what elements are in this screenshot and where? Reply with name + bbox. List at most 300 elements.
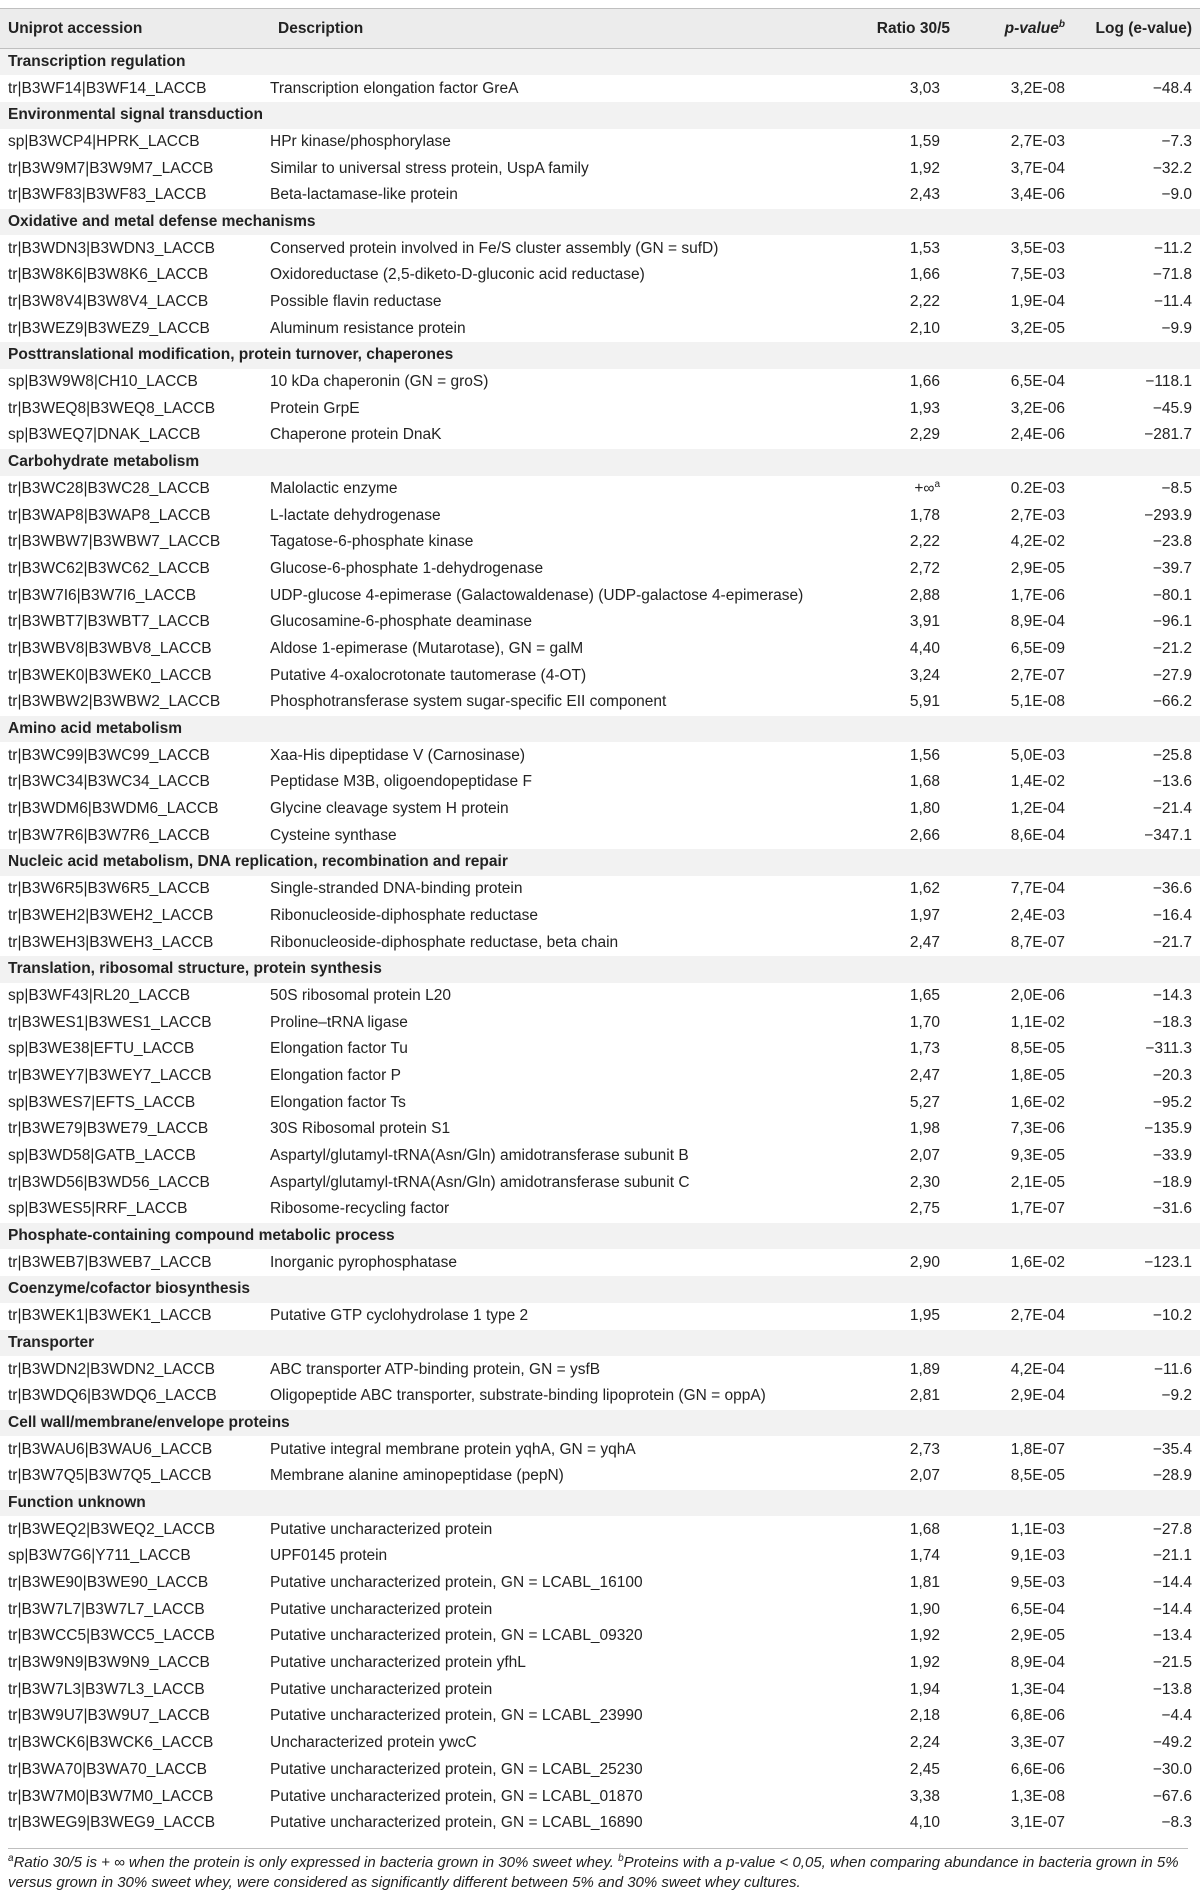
ratio-cell bbox=[840, 689, 958, 716]
ratio-cell bbox=[840, 1676, 958, 1703]
description-cell: Aluminum resistance protein bbox=[270, 319, 466, 337]
log-evalue-cell: −27.9 bbox=[1152, 666, 1192, 684]
pvalue-cell: 8,7E-07 bbox=[1010, 933, 1065, 951]
table-row bbox=[0, 636, 1200, 663]
pvalue-cell: 8,9E-04 bbox=[1010, 613, 1065, 631]
group-title: Environmental signal transduction bbox=[8, 106, 263, 124]
group-title: Carbohydrate metabolism bbox=[8, 453, 200, 471]
accession-cell: tr|B3WC62|B3WC62_LACCB bbox=[8, 559, 210, 577]
table-row bbox=[0, 1596, 1200, 1623]
ratio-cell bbox=[840, 1383, 958, 1410]
table-row bbox=[0, 1436, 1200, 1463]
log-evalue-cell: −4.4 bbox=[1161, 1707, 1192, 1725]
pvalue-cell: 1,3E-08 bbox=[1010, 1787, 1065, 1805]
log-evalue-cell: −293.9 bbox=[1144, 506, 1192, 524]
log-evalue-cell: −18.9 bbox=[1152, 1173, 1192, 1191]
description-cell: Glucose-6-phosphate 1-dehydrogenase bbox=[270, 559, 544, 577]
table-row bbox=[0, 1089, 1200, 1116]
log-evalue-cell: −48.4 bbox=[1152, 79, 1192, 97]
log-evalue-cell: −123.1 bbox=[1144, 1253, 1192, 1271]
log-evalue-cell: −11.6 bbox=[1153, 1360, 1192, 1378]
ratio-value: 1,56 bbox=[909, 746, 940, 764]
group-title: Coenzyme/cofactor biosynthesis bbox=[8, 1280, 251, 1298]
description-cell: Membrane alanine aminopeptidase (pepN) bbox=[270, 1467, 564, 1485]
ratio-cell bbox=[840, 1463, 958, 1490]
accession-cell: tr|B3W8V4|B3W8V4_LACCB bbox=[8, 293, 209, 311]
header-pvalue-sup: b bbox=[1058, 18, 1065, 30]
ratio-cell bbox=[840, 422, 958, 449]
ratio-value: 2,22 bbox=[909, 293, 940, 311]
ratio-value: 1,98 bbox=[909, 1120, 940, 1138]
log-evalue-cell: −27.8 bbox=[1152, 1520, 1192, 1538]
description-cell: Putative uncharacterized protein yfhL bbox=[270, 1654, 526, 1672]
ratio-value: 1,70 bbox=[909, 1013, 940, 1031]
description-cell: Peptidase M3B, oligoendopeptidase F bbox=[270, 773, 532, 791]
table-row bbox=[0, 822, 1200, 849]
ratio-cell bbox=[840, 502, 958, 529]
ratio-cell bbox=[840, 155, 958, 182]
table-row bbox=[0, 876, 1200, 903]
ratio-cell bbox=[840, 929, 958, 956]
ratio-cell bbox=[840, 1089, 958, 1116]
accession-cell: tr|B3W7R6|B3W7R6_LACCB bbox=[8, 826, 210, 844]
ratio-value: 1,94 bbox=[909, 1680, 940, 1698]
log-evalue-cell: −21.7 bbox=[1152, 933, 1192, 951]
pvalue-cell: 1,8E-07 bbox=[1010, 1440, 1065, 1458]
description-cell: Inorganic pyrophosphatase bbox=[270, 1253, 457, 1271]
group-title: Transcription regulation bbox=[8, 53, 186, 71]
group-title: Function unknown bbox=[8, 1493, 146, 1511]
ratio-value: 1,53 bbox=[909, 239, 940, 257]
ratio-value: 2,30 bbox=[909, 1173, 940, 1191]
ratio-value: 2,81 bbox=[909, 1387, 940, 1405]
group-header bbox=[0, 49, 1200, 76]
group-title: Phosphate-containing compound metabolic process bbox=[8, 1227, 395, 1245]
header-log: Log (e-value) bbox=[1073, 9, 1200, 49]
log-evalue-cell: −9.0 bbox=[1161, 186, 1192, 204]
accession-cell: tr|B3WDM6|B3WDM6_LACCB bbox=[8, 800, 219, 818]
table-row bbox=[0, 1650, 1200, 1677]
ratio-cell bbox=[840, 1810, 958, 1837]
group-title: Cell wall/membrane/envelope proteins bbox=[8, 1413, 290, 1431]
ratio-cell bbox=[840, 1009, 958, 1036]
pvalue-cell: 3,7E-04 bbox=[1010, 159, 1065, 177]
accession-cell: tr|B3WEQ8|B3WEQ8_LACCB bbox=[8, 399, 216, 417]
description-cell: Uncharacterized protein ywcC bbox=[270, 1734, 477, 1752]
pvalue-cell: 3,3E-07 bbox=[1010, 1734, 1065, 1752]
ratio-footnote-mark: a bbox=[934, 478, 940, 490]
log-evalue-cell: −16.4 bbox=[1152, 906, 1192, 924]
ratio-value: 2,66 bbox=[909, 826, 940, 844]
pvalue-cell: 3,2E-06 bbox=[1010, 399, 1065, 417]
table-row bbox=[0, 1463, 1200, 1490]
description-cell: Phosphotransferase system sugar-specific EII component bbox=[270, 693, 667, 711]
log-evalue-cell: −281.7 bbox=[1144, 426, 1192, 444]
ratio-value: 1,66 bbox=[909, 266, 940, 284]
description-cell: Possible flavin reductase bbox=[270, 293, 442, 311]
description-cell: Aldose 1-epimerase (Mutarotase), GN = galM bbox=[270, 639, 584, 657]
ratio-value: 1,80 bbox=[909, 800, 940, 818]
ratio-value: 1,62 bbox=[909, 880, 940, 898]
description-cell: HPr kinase/phosphorylase bbox=[270, 132, 451, 150]
description-cell: Oligopeptide ABC transporter, substrate-binding lipoprotein (GN = oppA) bbox=[270, 1387, 766, 1405]
description-cell: Cysteine synthase bbox=[270, 826, 397, 844]
pvalue-cell: 2,9E-05 bbox=[1010, 1627, 1065, 1645]
ratio-cell bbox=[840, 1730, 958, 1757]
ratio-cell bbox=[840, 1116, 958, 1143]
log-evalue-cell: −80.1 bbox=[1152, 586, 1192, 604]
description-cell: Conserved protein involved in Fe/S cluster assembly (GN = sufD) bbox=[270, 239, 719, 257]
group-title: Oxidative and metal defense mechanisms bbox=[8, 212, 316, 230]
table-row bbox=[0, 1623, 1200, 1650]
accession-cell: sp|B3WCP4|HPRK_LACCB bbox=[8, 132, 200, 150]
ratio-value: +∞ bbox=[914, 479, 935, 497]
ratio-value: 1,66 bbox=[909, 373, 940, 391]
accession-cell: sp|B3WF43|RL20_LACCB bbox=[8, 986, 191, 1004]
pvalue-cell: 6,5E-09 bbox=[1010, 639, 1065, 657]
ratio-cell bbox=[840, 1650, 958, 1677]
table-row bbox=[0, 289, 1200, 316]
accession-cell: tr|B3WEH2|B3WEH2_LACCB bbox=[8, 906, 214, 924]
pvalue-cell: 9,3E-05 bbox=[1010, 1147, 1065, 1165]
table-row bbox=[0, 529, 1200, 556]
ratio-cell bbox=[840, 1036, 958, 1063]
accession-cell: tr|B3WEK0|B3WEK0_LACCB bbox=[8, 666, 212, 684]
log-evalue-cell: −28.9 bbox=[1152, 1467, 1192, 1485]
footnote-a-text: Ratio 30/5 is + ∞ when the protein is only expressed in bacteria grown in 30% sweet whey. bbox=[13, 1854, 619, 1871]
accession-cell: tr|B3WEK1|B3WEK1_LACCB bbox=[8, 1307, 212, 1325]
group-header bbox=[0, 102, 1200, 129]
table-row bbox=[0, 1249, 1200, 1276]
ratio-cell bbox=[840, 582, 958, 609]
description-cell: UPF0145 protein bbox=[270, 1547, 388, 1565]
ratio-value: 2,43 bbox=[909, 186, 940, 204]
ratio-value: 3,91 bbox=[909, 613, 940, 631]
ratio-value: 1,89 bbox=[909, 1360, 940, 1378]
table-row bbox=[0, 1730, 1200, 1757]
log-evalue-cell: −135.9 bbox=[1144, 1120, 1192, 1138]
pvalue-cell: 3,5E-03 bbox=[1010, 239, 1065, 257]
ratio-value: 5,27 bbox=[909, 1093, 940, 1111]
log-evalue-cell: −21.5 bbox=[1152, 1654, 1192, 1672]
ratio-cell bbox=[840, 1303, 958, 1330]
description-cell: Ribosome-recycling factor bbox=[270, 1200, 450, 1218]
log-evalue-cell: −118.1 bbox=[1145, 373, 1192, 391]
log-evalue-cell: −8.3 bbox=[1161, 1814, 1192, 1832]
log-evalue-cell: −39.7 bbox=[1152, 559, 1192, 577]
table-row bbox=[0, 769, 1200, 796]
table-row bbox=[0, 155, 1200, 182]
pvalue-cell: 3,2E-05 bbox=[1010, 319, 1065, 337]
accession-cell: tr|B3WE90|B3WE90_LACCB bbox=[8, 1574, 209, 1592]
group-header bbox=[0, 956, 1200, 983]
description-cell: Aspartyl/glutamyl-tRNA(Asn/Gln) amidotransferase subunit B bbox=[270, 1147, 689, 1165]
group-header bbox=[0, 1490, 1200, 1517]
ratio-value: 2,90 bbox=[909, 1253, 940, 1271]
log-evalue-cell: −35.4 bbox=[1152, 1440, 1192, 1458]
description-cell: Putative uncharacterized protein bbox=[270, 1520, 493, 1538]
pvalue-cell: 3,4E-06 bbox=[1010, 186, 1065, 204]
description-cell: Oxidoreductase (2,5-diketo-D-gluconic acid reductase) bbox=[270, 266, 645, 284]
accession-cell: tr|B3WF14|B3WF14_LACCB bbox=[8, 79, 207, 97]
description-cell: Transcription elongation factor GreA bbox=[270, 79, 519, 97]
accession-cell: tr|B3W7M0|B3W7M0_LACCB bbox=[8, 1787, 214, 1805]
log-evalue-cell: −96.1 bbox=[1152, 613, 1192, 631]
table-footnote bbox=[8, 1848, 1188, 1893]
description-cell: Elongation factor P bbox=[270, 1066, 401, 1084]
pvalue-cell: 8,5E-05 bbox=[1010, 1467, 1065, 1485]
pvalue-cell: 2,9E-05 bbox=[1010, 559, 1065, 577]
ratio-value: 1,95 bbox=[909, 1307, 940, 1325]
footnote-a-mark: a bbox=[8, 1853, 14, 1864]
group-title: Translation, ribosomal structure, protein synthesis bbox=[8, 960, 382, 978]
log-evalue-cell: −71.8 bbox=[1152, 266, 1192, 284]
ratio-value: 1,59 bbox=[909, 132, 940, 150]
accession-cell: tr|B3WEG9|B3WEG9_LACCB bbox=[8, 1814, 216, 1832]
group-header bbox=[0, 1330, 1200, 1357]
table-row bbox=[0, 903, 1200, 930]
ratio-cell bbox=[840, 796, 958, 823]
description-cell: UDP-glucose 4-epimerase (Galactowaldenase) (UDP-galactose 4-epimerase) bbox=[270, 586, 804, 604]
pvalue-cell: 1,7E-06 bbox=[1010, 586, 1065, 604]
ratio-cell bbox=[840, 262, 958, 289]
pvalue-cell: 1,1E-03 bbox=[1010, 1520, 1065, 1538]
accession-cell: tr|B3WCK6|B3WCK6_LACCB bbox=[8, 1734, 214, 1752]
accession-cell: tr|B3W8K6|B3W8K6_LACCB bbox=[8, 266, 209, 284]
log-evalue-cell: −11.4 bbox=[1153, 293, 1192, 311]
pvalue-cell: 7,5E-03 bbox=[1010, 266, 1065, 284]
ratio-value: 1,93 bbox=[909, 399, 940, 417]
ratio-value: 2,73 bbox=[909, 1440, 940, 1458]
accession-cell: tr|B3WF83|B3WF83_LACCB bbox=[8, 186, 207, 204]
pvalue-cell: 5,0E-03 bbox=[1010, 746, 1065, 764]
table-row bbox=[0, 369, 1200, 396]
table-row bbox=[0, 796, 1200, 823]
accession-cell: tr|B3WEB7|B3WEB7_LACCB bbox=[8, 1253, 212, 1271]
description-cell: Putative integral membrane protein yqhA, GN = yqhA bbox=[270, 1440, 636, 1458]
pvalue-cell: 6,6E-06 bbox=[1010, 1760, 1065, 1778]
log-evalue-cell: −9.2 bbox=[1161, 1387, 1192, 1405]
description-cell: Aspartyl/glutamyl-tRNA(Asn/Gln) amidotransferase subunit C bbox=[270, 1173, 690, 1191]
ratio-cell bbox=[840, 1757, 958, 1784]
description-cell: Putative uncharacterized protein bbox=[270, 1600, 493, 1618]
log-evalue-cell: −11.2 bbox=[1153, 239, 1192, 257]
description-cell: Glycine cleavage system H protein bbox=[270, 800, 509, 818]
footnote-b-text: Proteins with a p-value < 0,05, when comparing abundance in bacteria grown in 5% versus grown in 30% sweet whey, were considered as significantly different between 5% and 30% sweet whey cultures. bbox=[8, 1854, 1179, 1891]
pvalue-cell: 2,1E-05 bbox=[1010, 1173, 1065, 1191]
ratio-cell bbox=[840, 1570, 958, 1597]
log-evalue-cell: −7.3 bbox=[1161, 132, 1192, 150]
ratio-cell bbox=[840, 129, 958, 156]
ratio-cell bbox=[840, 822, 958, 849]
log-evalue-cell: −49.2 bbox=[1152, 1734, 1192, 1752]
accession-cell: tr|B3WDN2|B3WDN2_LACCB bbox=[8, 1360, 216, 1378]
table-header bbox=[0, 9, 1200, 49]
log-evalue-cell: −25.8 bbox=[1152, 746, 1192, 764]
accession-cell: tr|B3WDN3|B3WDN3_LACCB bbox=[8, 239, 216, 257]
ratio-value: 1,68 bbox=[909, 773, 940, 791]
table-row bbox=[0, 1543, 1200, 1570]
group-title: Amino acid metabolism bbox=[8, 720, 182, 738]
accession-cell: tr|B3W7Q5|B3W7Q5_LACCB bbox=[8, 1467, 212, 1485]
accession-cell: sp|B3W7G6|Y711_LACCB bbox=[8, 1547, 191, 1565]
description-cell: Elongation factor Tu bbox=[270, 1040, 408, 1058]
log-evalue-cell: −13.6 bbox=[1152, 773, 1192, 791]
log-evalue-cell: −21.1 bbox=[1152, 1547, 1192, 1565]
pvalue-cell: 6,5E-04 bbox=[1010, 1600, 1065, 1618]
ratio-cell bbox=[840, 289, 958, 316]
description-cell: ABC transporter ATP-binding protein, GN = ysfB bbox=[270, 1360, 601, 1378]
pvalue-cell: 8,5E-05 bbox=[1010, 1040, 1065, 1058]
table-row bbox=[0, 129, 1200, 156]
accession-cell: tr|B3WC34|B3WC34_LACCB bbox=[8, 773, 210, 791]
accession-cell: tr|B3WCC5|B3WCC5_LACCB bbox=[8, 1627, 216, 1645]
ratio-cell bbox=[840, 903, 958, 930]
group-header bbox=[0, 1276, 1200, 1303]
header-accession: Uniprot accession bbox=[0, 9, 270, 49]
accession-cell: tr|B3WDQ6|B3WDQ6_LACCB bbox=[8, 1387, 217, 1405]
description-cell: Proline–tRNA ligase bbox=[270, 1013, 408, 1031]
pvalue-cell: 3,1E-07 bbox=[1010, 1814, 1065, 1832]
log-evalue-cell: −95.2 bbox=[1152, 1093, 1192, 1111]
table-row bbox=[0, 1516, 1200, 1543]
footnote-b-mark: b bbox=[618, 1853, 624, 1864]
pvalue-cell: 1,6E-02 bbox=[1010, 1093, 1065, 1111]
description-cell: L-lactate dehydrogenase bbox=[270, 506, 441, 524]
table-row bbox=[0, 1383, 1200, 1410]
accession-cell: tr|B3WAP8|B3WAP8_LACCB bbox=[8, 506, 211, 524]
group-header bbox=[0, 209, 1200, 236]
accession-cell: sp|B3WD58|GATB_LACCB bbox=[8, 1147, 196, 1165]
table-row bbox=[0, 1676, 1200, 1703]
accession-cell: tr|B3WEQ2|B3WEQ2_LACCB bbox=[8, 1520, 216, 1538]
group-title: Posttranslational modification, protein turnover, chaperones bbox=[8, 346, 454, 364]
ratio-cell bbox=[840, 609, 958, 636]
group-title: Nucleic acid metabolism, DNA replication, recombination and repair bbox=[8, 853, 508, 871]
group-header bbox=[0, 342, 1200, 369]
header-ratio: Ratio 30/5 bbox=[840, 9, 958, 49]
description-cell: 30S Ribosomal protein S1 bbox=[270, 1120, 451, 1138]
accession-cell: tr|B3W7I6|B3W7I6_LACCB bbox=[8, 586, 197, 604]
pvalue-cell: 1,9E-04 bbox=[1010, 293, 1065, 311]
table-row bbox=[0, 1143, 1200, 1170]
ratio-value: 2,45 bbox=[909, 1760, 940, 1778]
accession-cell: tr|B3WEH3|B3WEH3_LACCB bbox=[8, 933, 214, 951]
ratio-cell bbox=[840, 1356, 958, 1383]
accession-cell: tr|B3WBW2|B3WBW2_LACCB bbox=[8, 693, 221, 711]
header-pvalue bbox=[958, 9, 1073, 49]
ratio-cell bbox=[840, 983, 958, 1010]
accession-cell: tr|B3W9M7|B3W9M7_LACCB bbox=[8, 159, 214, 177]
pvalue-cell: 5,1E-08 bbox=[1010, 693, 1065, 711]
description-cell: Putative 4-oxalocrotonate tautomerase (4-OT) bbox=[270, 666, 587, 684]
log-evalue-cell: −14.4 bbox=[1152, 1600, 1192, 1618]
pvalue-cell: 3,2E-08 bbox=[1010, 79, 1065, 97]
table-row bbox=[0, 689, 1200, 716]
description-cell: Putative uncharacterized protein, GN = LCABL_25230 bbox=[270, 1760, 643, 1778]
accession-cell: tr|B3WES1|B3WES1_LACCB bbox=[8, 1013, 212, 1031]
ratio-cell bbox=[840, 1703, 958, 1730]
ratio-cell bbox=[840, 1543, 958, 1570]
description-cell: Elongation factor Ts bbox=[270, 1093, 406, 1111]
ratio-cell bbox=[840, 1196, 958, 1223]
table-row bbox=[0, 1303, 1200, 1330]
log-evalue-cell: −21.4 bbox=[1152, 800, 1192, 818]
description-cell: Malolactic enzyme bbox=[270, 479, 398, 497]
ratio-cell bbox=[840, 1436, 958, 1463]
ratio-value: 2,47 bbox=[909, 1066, 940, 1084]
ratio-value: 1,92 bbox=[909, 1627, 940, 1645]
ratio-cell bbox=[840, 1063, 958, 1090]
pvalue-cell: 1,7E-07 bbox=[1010, 1200, 1065, 1218]
accession-cell: tr|B3W6R5|B3W6R5_LACCB bbox=[8, 880, 210, 898]
ratio-value: 1,92 bbox=[909, 1654, 940, 1672]
log-evalue-cell: −9.9 bbox=[1161, 319, 1192, 337]
ratio-value: 3,38 bbox=[909, 1787, 940, 1805]
pvalue-cell: 2,0E-06 bbox=[1010, 986, 1065, 1004]
description-cell: Chaperone protein DnaK bbox=[270, 426, 442, 444]
accession-cell: sp|B3WEQ7|DNAK_LACCB bbox=[8, 426, 201, 444]
ratio-cell bbox=[840, 769, 958, 796]
accession-cell: tr|B3WEY7|B3WEY7_LACCB bbox=[8, 1066, 212, 1084]
description-cell: 10 kDa chaperonin (GN = groS) bbox=[270, 373, 489, 391]
ratio-value: 4,40 bbox=[909, 639, 940, 657]
log-evalue-cell: −32.2 bbox=[1152, 159, 1192, 177]
log-evalue-cell: −14.4 bbox=[1152, 1574, 1192, 1592]
ratio-cell bbox=[840, 1249, 958, 1276]
ratio-cell bbox=[840, 556, 958, 583]
description-cell: Ribonucleoside-diphosphate reductase bbox=[270, 906, 538, 924]
description-cell: Putative uncharacterized protein, GN = LCABL_09320 bbox=[270, 1627, 643, 1645]
table-body bbox=[0, 49, 1200, 1837]
accession-cell: sp|B3W9W8|CH10_LACCB bbox=[8, 373, 198, 391]
table-row bbox=[0, 1810, 1200, 1837]
accession-cell: sp|B3WES5|RRF_LACCB bbox=[8, 1200, 188, 1218]
pvalue-cell: 2,4E-03 bbox=[1010, 906, 1065, 924]
pvalue-cell: 2,7E-07 bbox=[1010, 666, 1065, 684]
pvalue-cell: 2,7E-03 bbox=[1010, 132, 1065, 150]
table-row bbox=[0, 582, 1200, 609]
ratio-value: 2,72 bbox=[909, 559, 940, 577]
group-header bbox=[0, 716, 1200, 743]
ratio-value: 1,90 bbox=[909, 1600, 940, 1618]
ratio-value: 2,07 bbox=[909, 1467, 940, 1485]
log-evalue-cell: −33.9 bbox=[1152, 1147, 1192, 1165]
group-title: Transporter bbox=[8, 1333, 95, 1351]
accession-cell: tr|B3WBV8|B3WBV8_LACCB bbox=[8, 639, 212, 657]
pvalue-cell: 6,8E-06 bbox=[1010, 1707, 1065, 1725]
ratio-value: 5,91 bbox=[909, 693, 940, 711]
log-evalue-cell: −23.8 bbox=[1152, 533, 1192, 551]
ratio-value: 2,47 bbox=[909, 933, 940, 951]
protein-table bbox=[0, 8, 1200, 1837]
ratio-value: 2,29 bbox=[909, 426, 940, 444]
ratio-cell bbox=[840, 315, 958, 342]
description-cell: Glucosamine-6-phosphate deaminase bbox=[270, 613, 532, 631]
table-row bbox=[0, 1196, 1200, 1223]
log-evalue-cell: −8.5 bbox=[1161, 479, 1192, 497]
ratio-value: 3,24 bbox=[909, 666, 940, 684]
description-cell: Putative uncharacterized protein, GN = LCABL_01870 bbox=[270, 1787, 643, 1805]
table-row bbox=[0, 1116, 1200, 1143]
group-header bbox=[0, 1410, 1200, 1437]
log-evalue-cell: −36.6 bbox=[1152, 880, 1192, 898]
log-evalue-cell: −13.4 bbox=[1152, 1627, 1192, 1645]
description-cell: Ribonucleoside-diphosphate reductase, beta chain bbox=[270, 933, 619, 951]
ratio-cell bbox=[840, 1783, 958, 1810]
table-row bbox=[0, 1169, 1200, 1196]
accession-cell: tr|B3WD56|B3WD56_LACCB bbox=[8, 1173, 210, 1191]
